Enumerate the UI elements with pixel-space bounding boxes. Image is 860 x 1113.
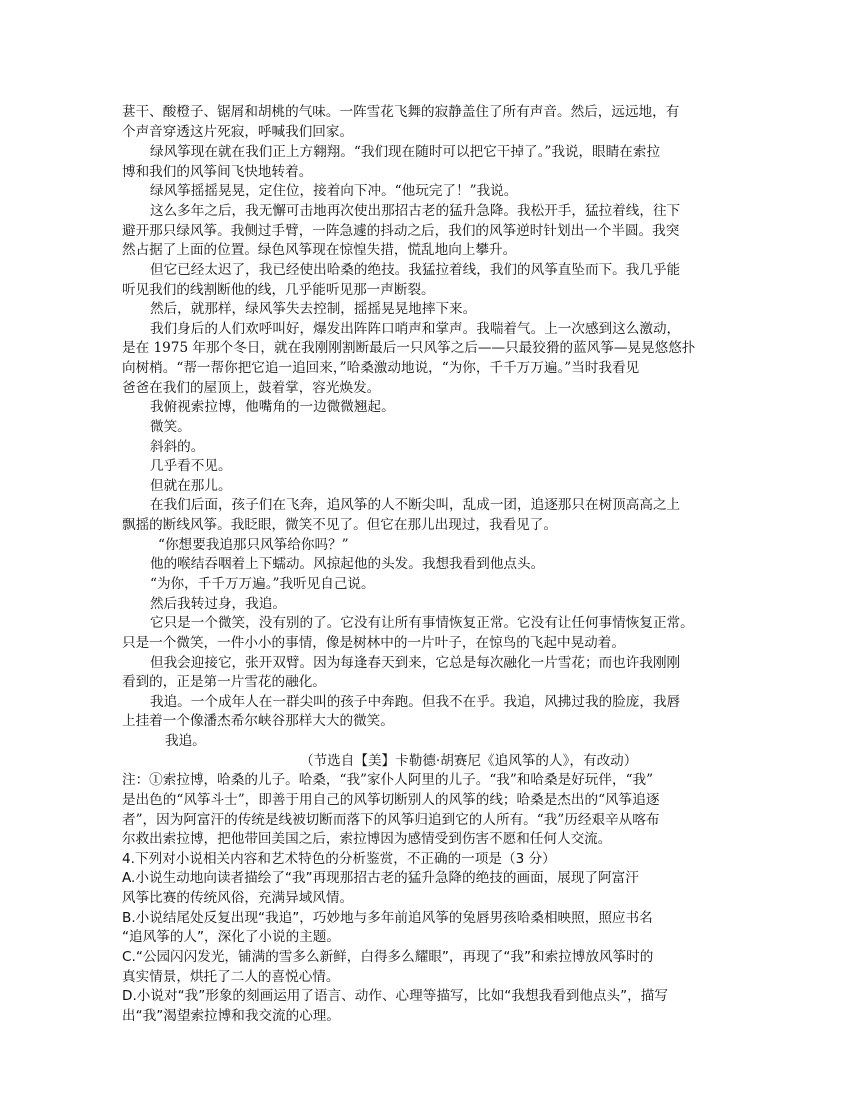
passage-line: 它只是一个微笑，没有别的了。它没有让所有事情恢复正常。它没有让任何事情恢复正常。 xyxy=(150,615,694,631)
passage-line: 博和我们的风筝间飞快地转着。 xyxy=(122,164,313,180)
passage-line: 看到的，正是第一片雪花的融化。 xyxy=(122,674,326,690)
passage-line: 斜斜的。 xyxy=(150,439,205,455)
source-citation: （节选自【美】卡勒德·胡赛尼《追风筝的人》，有改动） xyxy=(300,753,638,769)
option-c: C.“公园闪闪发光，铺满的雪多么新鲜，白得多么耀眼”，再现了“我”和索拉博放风筝时的 xyxy=(122,949,654,965)
passage-line: 但它已经太迟了，我已经使出哈桑的绝技。我猛拉着线，我们的风筝直坠而下。我几乎能 xyxy=(150,262,681,278)
option-c-cont: 真实情景，烘托了二人的喜悦心情。 xyxy=(122,969,340,985)
passage-line: 向树梢。“帮一帮你把它追一追回来，”哈桑激动地说，“为你，千千万万遍。”当时我看见 xyxy=(122,360,640,376)
option-a: A.小说生动地向读者描绘了“我”再现那招古老的猛升急降的绝技的画面，展现了阿富汗 xyxy=(122,870,639,886)
passage-line: 爸爸在我们的屋顶上，鼓着掌，容光焕发。 xyxy=(122,380,381,396)
passage-line: 然后，就那样，绿风筝失去控制，摇摇晃晃地摔下来。 xyxy=(150,301,477,317)
passage-line: 我追。 xyxy=(165,733,206,749)
passage-line: 这么多年之后，我无懈可击地再次使出那招古老的猛升急降。我松开手，猛拉着线，往下 xyxy=(150,203,681,219)
passage-line: 我们身后的人们欢呼叫好，爆发出阵阵口哨声和掌声。我喘着气。上一次感到这么激动， xyxy=(150,321,681,337)
option-d: D.小说对“我”形象的刻画运用了语言、动作、心理等描写，比如“我想我看到他点头”，描写 xyxy=(122,988,668,1004)
passage-line: 几乎看不见。 xyxy=(150,458,232,474)
question-stem: 4.下列对小说相关内容和艺术特色的分析鉴赏，不正确的一项是（3 分） xyxy=(122,851,556,867)
passage-line: 飘摇的断线风筝。我眨眼，微笑不见了。但它在那儿出现过，我看见了。 xyxy=(122,517,557,533)
note-line: 尔救出索拉博，把他带回美国之后，索拉博因为感情受到伤害不愿和任何人交流。 xyxy=(122,831,612,847)
passage-line: 个声音穿透这片死寂，呼喊我们回家。 xyxy=(122,124,354,140)
passage-line: 听见我们的线割断他的线，几乎能听见那一声断裂。 xyxy=(122,282,435,298)
passage-line: “为你，千千万万遍。”我听见自己说。 xyxy=(150,576,375,592)
option-a-cont: 风筝比赛的传统风俗，充满异域风情。 xyxy=(122,890,354,906)
passage-line: 微笑。 xyxy=(150,419,191,435)
passage-line: 葚干、酸橙子、锯屑和胡桃的气味。一阵雪花飞舞的寂静盖住了所有声音。然后，远远地，有 xyxy=(122,104,680,120)
option-d-cont: 出“我”渴望索拉博和我交流的心理。 xyxy=(122,1008,340,1024)
passage-line: 然占据了上面的位置。绿色风筝现在惊惶失措，慌乱地向上攀升。 xyxy=(122,242,517,258)
passage-line: 上挂着一个像潘杰希尔峡谷那样大大的微笑。 xyxy=(122,713,394,729)
passage-line: 绿风筝现在就在我们正上方翱翔。“我们现在随时可以把它干掉了。”我说，眼睛在索拉 xyxy=(150,144,661,160)
passage-line: 只是一个微笑，一件小小的事情，像是树林中的一片叶子，在惊鸟的飞起中晃动着。 xyxy=(122,635,625,651)
passage-line: 我俯视索拉博，他嘴角的一边微微翘起。 xyxy=(150,399,395,415)
passage-line: 绿风筝摇摇晃晃，定住位，接着向下冲。“他玩完了！”我说。 xyxy=(150,183,518,199)
passage-line: 我追。一个成年人在一群尖叫的孩子中奔跑。但我不在乎。我追，风拂过我的脸庞，我唇 xyxy=(150,694,681,710)
option-b-cont: “追风筝的人”，深化了小说的主题。 xyxy=(122,929,340,945)
note-line: 注：①索拉博，哈桑的儿子。哈桑，“我”家仆人阿里的儿子。“我”和哈桑是好玩伴，“我” xyxy=(122,772,654,788)
passage-line: 他的喉结吞咽着上下蠕动。风掠起他的头发。我想我看到他点头。 xyxy=(150,556,545,572)
passage-line: “你想要我追那只风筝给你吗？” xyxy=(158,537,349,553)
passage-line: 然后我转过身，我追。 xyxy=(150,596,286,612)
passage-line: 避开那只绿风筝。我侧过手臂，一阵急遽的抖动之后，我们的风筝逆时针划出一个半圆。我突 xyxy=(122,223,680,239)
note-line: 是出色的“风筝斗士”，即善于用自己的风筝切断别人的风筝的线；哈桑是杰出的“风筝追逐 xyxy=(122,792,660,808)
passage-line: 在我们后面，孩子们在飞奔，追风筝的人不断尖叫，乱成一团，追逐那只在树顶高高之上 xyxy=(150,497,681,513)
passage-line: 是在 1975 年那个冬日，就在我刚刚割断最后一只风筝之后——只最狡猾的蓝风筝—晃晃悠悠扑 xyxy=(122,340,696,356)
passage-line: 但我会迎接它，张开双臂。因为每逢春天到来，它总是每次融化一片雪花；而也许我刚刚 xyxy=(150,655,681,671)
option-b: B.小说结尾处反复出现“我追”，巧妙地与多年前追风筝的兔唇男孩哈桑相映照，照应书名 xyxy=(122,910,653,926)
passage-line: 但就在那儿。 xyxy=(150,478,232,494)
note-line: 者”，因为阿富汗的传统是线被切断而落下的风筝归追到它的人所有。“我”历经艰辛从喀布 xyxy=(122,812,660,828)
